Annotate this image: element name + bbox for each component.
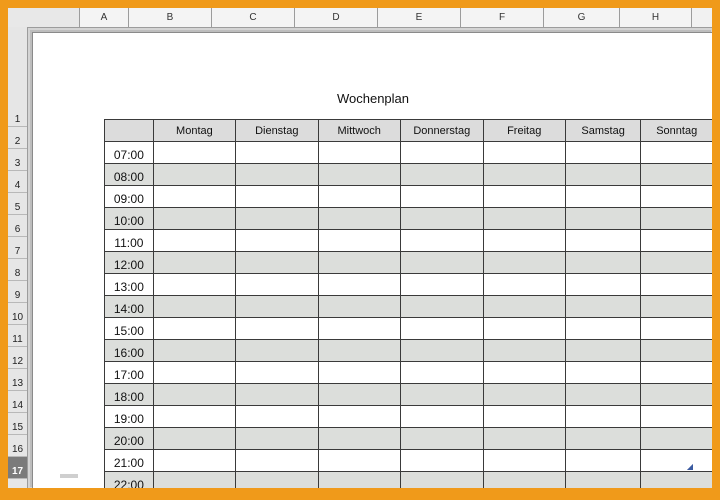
schedule-cell-samstag[interactable] (565, 230, 641, 252)
column-header-e[interactable]: E (378, 8, 461, 27)
table-row (105, 406, 713, 428)
schedule-cell-donnerstag[interactable] (400, 142, 483, 164)
schedule-cell-mittwoch[interactable] (318, 450, 400, 472)
spreadsheet-window (8, 8, 712, 488)
schedule-cell-sonntag[interactable] (641, 472, 712, 489)
schedule-cell-montag[interactable] (153, 340, 235, 362)
schedule-cell-samstag[interactable] (565, 362, 641, 384)
schedule-cell-donnerstag[interactable] (400, 296, 483, 318)
schedule-cell-freitag[interactable] (483, 252, 565, 274)
row-header-16[interactable]: 16 (8, 435, 27, 457)
schedule-cell-montag[interactable] (153, 362, 235, 384)
schedule-cell-samstag[interactable] (565, 186, 641, 208)
schedule-cell-sonntag[interactable] (641, 428, 712, 450)
column-header-h[interactable]: H (620, 8, 692, 27)
schedule-cell-dienstag[interactable] (236, 450, 318, 472)
schedule-cell-sonntag[interactable] (641, 296, 712, 318)
day-header-freitag[interactable]: Freitag (483, 120, 565, 142)
schedule-cell-dienstag[interactable] (236, 186, 318, 208)
schedule-cell-dienstag[interactable] (236, 230, 318, 252)
time-cell[interactable]: 11:00 (105, 230, 154, 252)
schedule-cell-samstag[interactable] (565, 252, 641, 274)
schedule-cell-donnerstag[interactable] (400, 230, 483, 252)
schedule-cell-mittwoch[interactable] (318, 142, 400, 164)
schedule-cell-montag[interactable] (153, 450, 235, 472)
table-row (105, 164, 713, 186)
row-header-bar (8, 27, 28, 488)
day-header-samstag[interactable]: Samstag (565, 120, 641, 142)
schedule-cell-sonntag[interactable] (641, 208, 712, 230)
schedule-cell-sonntag[interactable] (641, 406, 712, 428)
row-header-14[interactable]: 14 (8, 391, 27, 413)
time-cell[interactable]: 18:00 (105, 384, 154, 406)
column-header-d[interactable]: D (295, 8, 378, 27)
table-row (105, 142, 713, 164)
time-cell[interactable]: 10:00 (105, 208, 154, 230)
schedule-cell-freitag[interactable] (483, 230, 565, 252)
resize-handle-icon[interactable]: ◢ (686, 462, 693, 471)
table-row (105, 296, 713, 318)
schedule-cell-mittwoch[interactable] (318, 384, 400, 406)
schedule-cell-donnerstag[interactable] (400, 450, 483, 472)
schedule-cell-mittwoch[interactable] (318, 296, 400, 318)
row-header-9[interactable]: 9 (8, 281, 27, 303)
schedule-cell-donnerstag[interactable] (400, 362, 483, 384)
schedule-cell-donnerstag[interactable] (400, 428, 483, 450)
row-header-7[interactable]: 7 (8, 237, 27, 259)
time-cell[interactable]: 16:00 (105, 340, 154, 362)
schedule-cell-freitag[interactable] (483, 450, 565, 472)
schedule-cell-freitag[interactable] (483, 318, 565, 340)
column-header-b[interactable]: B (129, 8, 212, 27)
time-cell[interactable]: 14:00 (105, 296, 154, 318)
schedule-cell-mittwoch[interactable] (318, 230, 400, 252)
schedule-cell-samstag[interactable] (565, 428, 641, 450)
table-row (105, 208, 713, 230)
schedule-cell-mittwoch[interactable] (318, 318, 400, 340)
schedule-cell-dienstag[interactable] (236, 340, 318, 362)
sheet-tab-marker (60, 474, 78, 478)
schedule-cell-mittwoch[interactable] (318, 428, 400, 450)
row-header-6[interactable]: 6 (8, 215, 27, 237)
schedule-cell-sonntag[interactable] (641, 362, 712, 384)
schedule-cell-samstag[interactable] (565, 318, 641, 340)
schedule-cell-donnerstag[interactable] (400, 340, 483, 362)
row-header-10[interactable]: 10 (8, 303, 27, 325)
row-header-17[interactable]: 17 (8, 457, 27, 479)
schedule-cell-dienstag[interactable] (236, 472, 318, 489)
row-header-3[interactable]: 3 (8, 149, 27, 171)
day-header-dienstag[interactable]: Dienstag (236, 120, 318, 142)
schedule-cell-mittwoch[interactable] (318, 472, 400, 489)
row-header-5[interactable]: 5 (8, 193, 27, 215)
table-row (105, 384, 713, 406)
weekly-plan-table (104, 119, 712, 488)
schedule-cell-samstag[interactable] (565, 208, 641, 230)
schedule-cell-montag[interactable] (153, 252, 235, 274)
schedule-cell-dienstag[interactable] (236, 406, 318, 428)
schedule-cell-freitag[interactable] (483, 362, 565, 384)
schedule-cell-sonntag[interactable] (641, 164, 712, 186)
schedule-cell-donnerstag[interactable] (400, 274, 483, 296)
schedule-cell-sonntag[interactable] (641, 230, 712, 252)
schedule-cell-mittwoch[interactable] (318, 252, 400, 274)
schedule-cell-montag[interactable] (153, 230, 235, 252)
schedule-cell-montag[interactable] (153, 406, 235, 428)
row-header-4[interactable]: 4 (8, 171, 27, 193)
schedule-cell-sonntag[interactable] (641, 450, 712, 472)
row-header-11[interactable]: 11 (8, 325, 27, 347)
schedule-cell-mittwoch[interactable] (318, 208, 400, 230)
schedule-cell-mittwoch[interactable] (318, 274, 400, 296)
table-row (105, 472, 713, 489)
schedule-cell-dienstag[interactable] (236, 362, 318, 384)
time-cell[interactable]: 17:00 (105, 362, 154, 384)
time-cell[interactable]: 21:00 (105, 450, 154, 472)
schedule-cell-donnerstag[interactable] (400, 208, 483, 230)
schedule-cell-samstag[interactable] (565, 274, 641, 296)
table-row (105, 340, 713, 362)
day-header-donnerstag[interactable]: Donnerstag (400, 120, 483, 142)
schedule-cell-donnerstag[interactable] (400, 186, 483, 208)
column-header-a[interactable]: A (80, 8, 129, 27)
schedule-cell-freitag[interactable] (483, 472, 565, 489)
schedule-cell-donnerstag[interactable] (400, 406, 483, 428)
schedule-cell-samstag[interactable] (565, 340, 641, 362)
schedule-cell-freitag[interactable] (483, 384, 565, 406)
column-header-f[interactable]: F (461, 8, 544, 27)
day-header-mittwoch[interactable]: Mittwoch (318, 120, 400, 142)
time-cell[interactable]: 09:00 (105, 186, 154, 208)
time-cell[interactable]: 08:00 (105, 164, 154, 186)
table-row (105, 450, 713, 472)
column-header-c[interactable]: C (212, 8, 295, 27)
schedule-cell-montag[interactable] (153, 142, 235, 164)
schedule-cell-donnerstag[interactable] (400, 384, 483, 406)
schedule-cell-sonntag[interactable] (641, 186, 712, 208)
page-title: Wochenplan (336, 91, 410, 106)
schedule-cell-freitag[interactable] (483, 186, 565, 208)
schedule-cell-donnerstag[interactable] (400, 472, 483, 489)
time-cell[interactable]: 07:00 (105, 142, 154, 164)
schedule-cell-freitag[interactable] (483, 164, 565, 186)
sheet-page (32, 32, 712, 488)
time-cell[interactable]: 20:00 (105, 428, 154, 450)
schedule-cell-freitag[interactable] (483, 340, 565, 362)
schedule-cell-mittwoch[interactable] (318, 406, 400, 428)
schedule-cell-dienstag[interactable] (236, 274, 318, 296)
row-header-2[interactable]: 2 (8, 127, 27, 149)
table-row (105, 252, 713, 274)
schedule-cell-dienstag[interactable] (236, 164, 318, 186)
schedule-cell-montag[interactable] (153, 208, 235, 230)
schedule-cell-samstag[interactable] (565, 296, 641, 318)
corner-cell[interactable] (105, 120, 154, 142)
time-rows (105, 142, 713, 489)
time-cell[interactable]: 13:00 (105, 274, 154, 296)
schedule-cell-dienstag[interactable] (236, 428, 318, 450)
time-cell[interactable]: 22:00 (105, 472, 154, 489)
schedule-cell-montag[interactable] (153, 296, 235, 318)
schedule-cell-dienstag[interactable] (236, 142, 318, 164)
schedule-cell-mittwoch[interactable] (318, 186, 400, 208)
schedule-cell-sonntag[interactable] (641, 142, 712, 164)
schedule-cell-montag[interactable] (153, 186, 235, 208)
schedule-cell-samstag[interactable] (565, 406, 641, 428)
schedule-cell-dienstag[interactable] (236, 208, 318, 230)
row-header-1[interactable]: 1 (8, 27, 27, 127)
day-header-sonntag[interactable]: Sonntag (641, 120, 712, 142)
schedule-cell-donnerstag[interactable] (400, 318, 483, 340)
schedule-cell-mittwoch[interactable] (318, 164, 400, 186)
table-row (105, 318, 713, 340)
schedule-cell-freitag[interactable] (483, 428, 565, 450)
row-header-15[interactable]: 15 (8, 413, 27, 435)
schedule-cell-samstag[interactable] (565, 164, 641, 186)
schedule-cell-freitag[interactable] (483, 208, 565, 230)
schedule-cell-dienstag[interactable] (236, 252, 318, 274)
schedule-cell-samstag[interactable] (565, 472, 641, 489)
schedule-cell-samstag[interactable] (565, 450, 641, 472)
day-header-montag[interactable]: Montag (153, 120, 235, 142)
schedule-cell-freitag[interactable] (483, 274, 565, 296)
schedule-cell-donnerstag[interactable] (400, 252, 483, 274)
table-row (105, 230, 713, 252)
schedule-cell-freitag[interactable] (483, 406, 565, 428)
column-header-g[interactable]: G (544, 8, 620, 27)
row-header-12[interactable]: 12 (8, 347, 27, 369)
row-header-8[interactable]: 8 (8, 259, 27, 281)
table-row (105, 362, 713, 384)
schedule-cell-sonntag[interactable] (641, 274, 712, 296)
schedule-cell-montag[interactable] (153, 318, 235, 340)
schedule-cell-dienstag[interactable] (236, 296, 318, 318)
schedule-cell-montag[interactable] (153, 472, 235, 489)
schedule-cell-dienstag[interactable] (236, 318, 318, 340)
schedule-cell-sonntag[interactable] (641, 384, 712, 406)
row-header-13[interactable]: 13 (8, 369, 27, 391)
schedule-cell-dienstag[interactable] (236, 384, 318, 406)
time-cell[interactable]: 12:00 (105, 252, 154, 274)
table-row (105, 274, 713, 296)
schedule-cell-sonntag[interactable] (641, 252, 712, 274)
schedule-cell-montag[interactable] (153, 428, 235, 450)
schedule-cell-samstag[interactable] (565, 384, 641, 406)
day-header-row (105, 120, 713, 142)
time-cell[interactable]: 15:00 (105, 318, 154, 340)
schedule-cell-montag[interactable] (153, 274, 235, 296)
schedule-cell-samstag[interactable] (565, 142, 641, 164)
schedule-cell-montag[interactable] (153, 164, 235, 186)
column-header-bar (8, 8, 712, 28)
time-cell[interactable]: 19:00 (105, 406, 154, 428)
schedule-cell-mittwoch[interactable] (318, 362, 400, 384)
schedule-cell-donnerstag[interactable] (400, 164, 483, 186)
select-all-corner[interactable] (8, 8, 80, 27)
schedule-cell-sonntag[interactable] (641, 340, 712, 362)
table-row (105, 186, 713, 208)
schedule-cell-mittwoch[interactable] (318, 340, 400, 362)
table-row (105, 428, 713, 450)
schedule-cell-freitag[interactable] (483, 296, 565, 318)
schedule-cell-freitag[interactable] (483, 142, 565, 164)
schedule-cell-sonntag[interactable] (641, 318, 712, 340)
schedule-cell-montag[interactable] (153, 384, 235, 406)
